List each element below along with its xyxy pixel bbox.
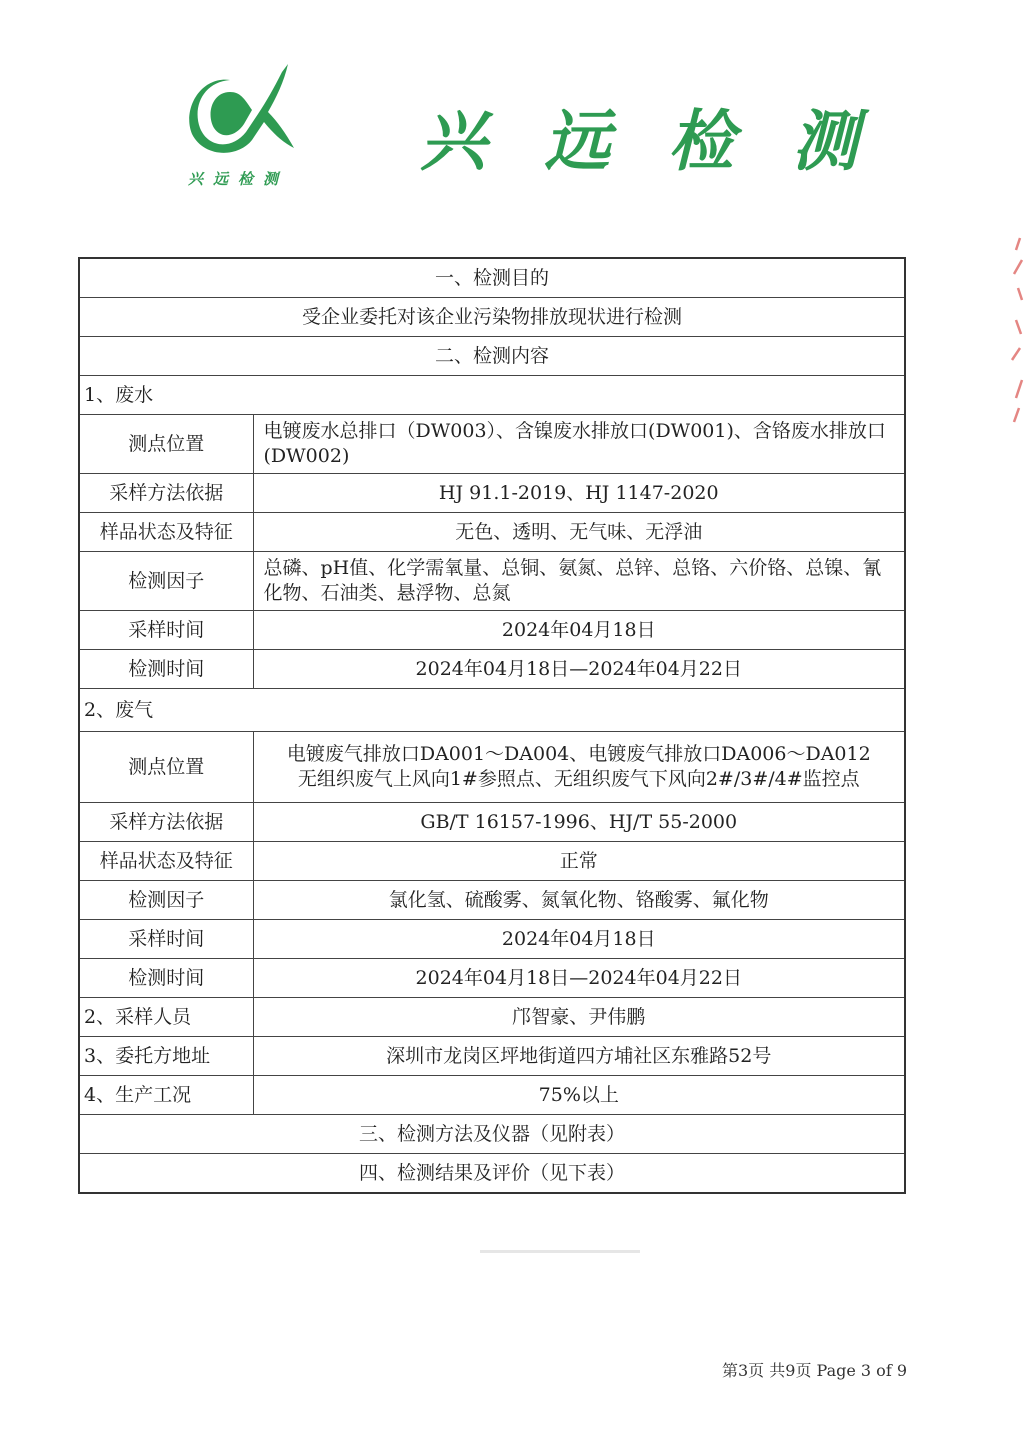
- page-header: [0, 0, 1024, 220]
- samplers-row: [79, 998, 905, 1037]
- table-row: [79, 920, 905, 959]
- row-label: 检测时间: [79, 650, 253, 689]
- row-value: [253, 732, 905, 803]
- location-line-2: 无组织废气上风向1#参照点、无组织废气下风向2#/3#/4#监控点: [297, 768, 860, 790]
- row-label: 采样时间: [79, 611, 253, 650]
- purpose-row: [79, 298, 905, 337]
- row-value: 2024年04月18日—2024年04月22日: [253, 959, 905, 998]
- table-row: [79, 513, 905, 552]
- logo-caption: 兴远检测: [188, 170, 289, 188]
- production-label: 4、生产工况: [79, 1076, 253, 1115]
- location-line-1: 电镀废气排放口DA001～DA004、电镀废气排放口DA006～DA012: [286, 743, 871, 765]
- xingyuan-logo-icon: [186, 58, 302, 160]
- row-label: 采样方法依据: [79, 803, 253, 842]
- row-label: 检测因子: [79, 552, 253, 611]
- address-value: 深圳市龙岗区坪地街道四方埔社区东雅路52号: [253, 1037, 905, 1076]
- production-value: 75%以上: [253, 1076, 905, 1115]
- row-label: 测点位置: [79, 732, 253, 803]
- brand-title: 兴远检测: [420, 102, 916, 180]
- row-value: 正常: [253, 842, 905, 881]
- section1-heading-row: [79, 258, 905, 298]
- address-label: 3、委托方地址: [79, 1037, 253, 1076]
- table-row: [79, 803, 905, 842]
- wastegas-title: 2、废气: [79, 689, 905, 732]
- section2-heading: 二、检测内容: [79, 337, 905, 376]
- table-row: [79, 474, 905, 513]
- production-row: [79, 1076, 905, 1115]
- row-value: 电镀废水总排口（DW003）、含镍废水排放口(DW001)、含铬废水排放口(DW002): [253, 415, 905, 474]
- row-label: 采样时间: [79, 920, 253, 959]
- table-row: [79, 959, 905, 998]
- samplers-value: 邝智豪、尹伟鹏: [253, 998, 905, 1037]
- row-value: 总磷、pH值、化学需氧量、总铜、氨氮、总锌、总铬、六价铬、总镍、氰化物、石油类、悬浮物、总氮: [253, 552, 905, 611]
- row-label: 样品状态及特征: [79, 513, 253, 552]
- section4-heading: 四、检测结果及评价（见下表）: [79, 1154, 905, 1194]
- section2-heading-row: [79, 337, 905, 376]
- row-label: 检测时间: [79, 959, 253, 998]
- address-row: [79, 1037, 905, 1076]
- wastewater-title: 1、废水: [79, 376, 905, 415]
- row-label: 样品状态及特征: [79, 842, 253, 881]
- row-value: 氯化氢、硫酸雾、氮氧化物、铬酸雾、氟化物: [253, 881, 905, 920]
- row-value: HJ 91.1-2019、HJ 1147-2020: [253, 474, 905, 513]
- report-table: [78, 257, 906, 1194]
- row-label: 测点位置: [79, 415, 253, 474]
- table-row: [79, 552, 905, 611]
- table-row: [79, 842, 905, 881]
- row-value: 无色、透明、无气味、无浮油: [253, 513, 905, 552]
- row-value: 2024年04月18日: [253, 611, 905, 650]
- wastewater-title-row: [79, 376, 905, 415]
- section3-heading-row: [79, 1115, 905, 1154]
- row-label: 检测因子: [79, 881, 253, 920]
- section3-heading: 三、检测方法及仪器（见附表）: [79, 1115, 905, 1154]
- seal-stamp-edge: [1002, 230, 1024, 430]
- page-number: 第3页 共9页 Page 3 of 9: [722, 1361, 908, 1380]
- scan-artifact: [480, 1250, 640, 1253]
- table-row: [79, 732, 905, 803]
- table-row: [79, 415, 905, 474]
- row-value: 2024年04月18日—2024年04月22日: [253, 650, 905, 689]
- table-row: [79, 611, 905, 650]
- samplers-label: 2、采样人员: [79, 998, 253, 1037]
- table-row: [79, 881, 905, 920]
- section4-heading-row: [79, 1154, 905, 1194]
- section1-heading: 一、检测目的: [79, 258, 905, 298]
- row-value: 2024年04月18日: [253, 920, 905, 959]
- row-value: GB/T 16157-1996、HJ/T 55-2000: [253, 803, 905, 842]
- table-row: [79, 650, 905, 689]
- wastegas-title-row: [79, 689, 905, 732]
- row-label: 采样方法依据: [79, 474, 253, 513]
- purpose-text: 受企业委托对该企业污染物排放现状进行检测: [79, 298, 905, 337]
